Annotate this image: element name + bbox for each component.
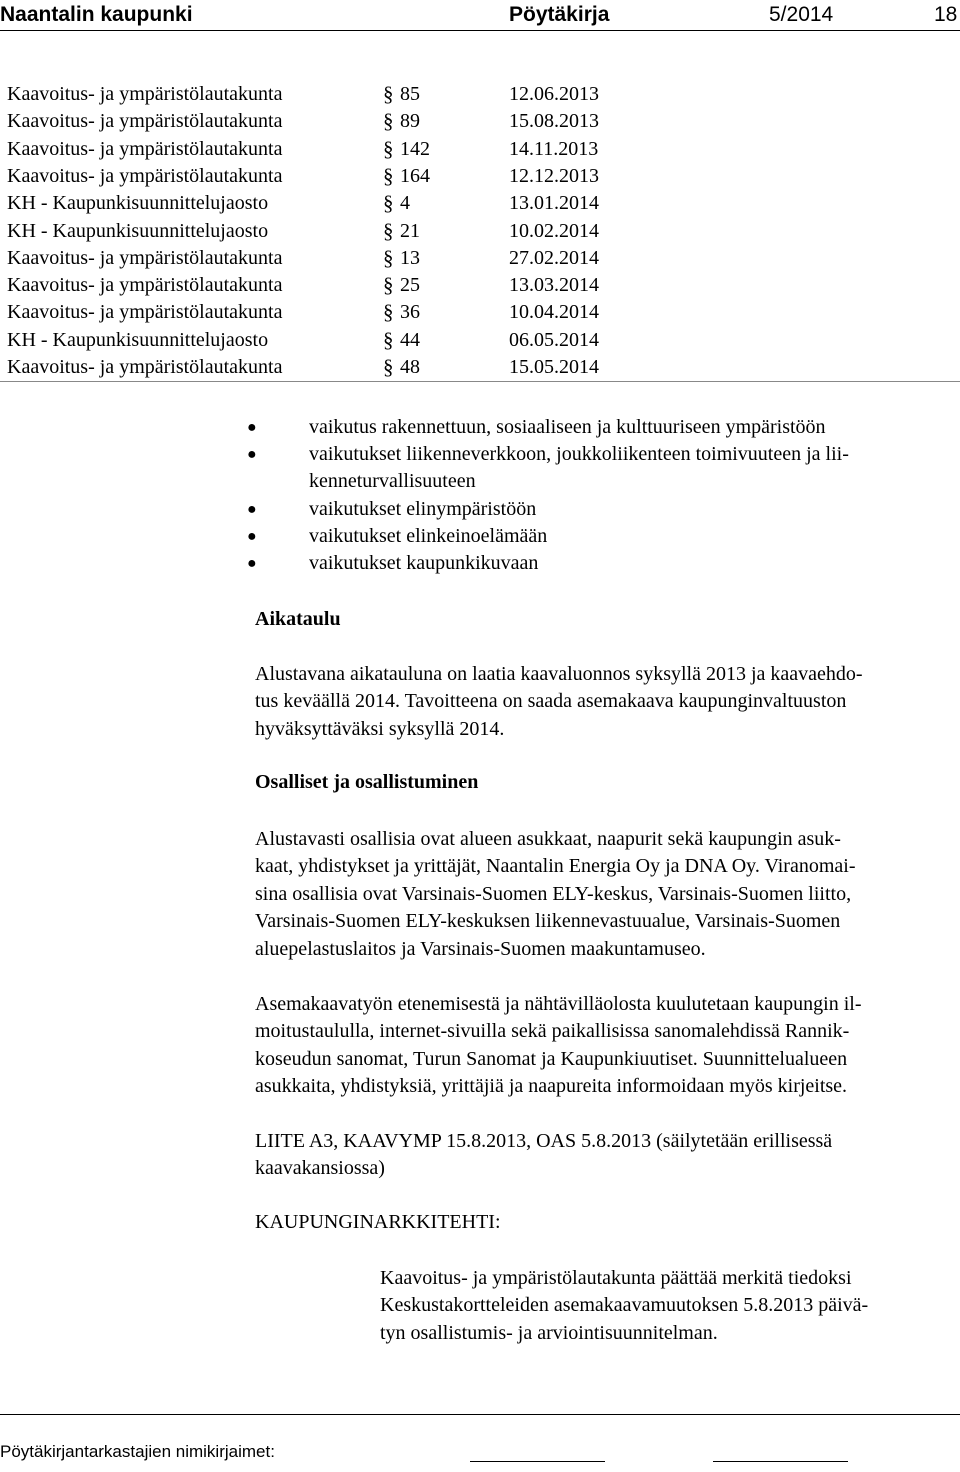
text-line: Alustavana aikatauluna on laatia kaavaluonnos syksyllä 2013 ja kaavaehdo-: [255, 663, 863, 685]
history-date: 10.02.2014: [509, 219, 599, 242]
history-body: KH - Kaupunkisuunnittelujaosto: [7, 328, 269, 351]
signature-label: Pöytäkirjantarkastajien nimikirjaimet:: [0, 1442, 275, 1461]
history-body: Kaavoitus- ja ympäristölautakunta: [7, 164, 283, 187]
history-row: [7, 218, 627, 245]
history-row: [7, 272, 627, 299]
history-date: 14.11.2013: [509, 137, 599, 160]
history-date: 15.08.2013: [509, 110, 599, 133]
section-sign: §: [383, 136, 394, 161]
history-section-number: 164: [400, 164, 430, 187]
text-line: asukkaita, yhdistyksiä, yrittäjiä ja naapureita informoidaan myös kirjeitse.: [255, 1075, 848, 1098]
history-date: 12.06.2013: [509, 83, 599, 105]
text-line: tus keväällä 2014. Tavoitteena on saada asemakaava kaupunginvaltuuston: [255, 690, 847, 713]
section-sign: §: [383, 218, 394, 243]
history-date: 10.04.2014: [509, 301, 599, 324]
schedule-heading: Aikataulu: [255, 608, 341, 630]
participants-paragraph-2: [255, 991, 861, 1101]
text-line: Asemakaavatyön etenemisestä ja nähtävilläolosta kuulutetaan kaupungin il-: [255, 993, 862, 1015]
history-row: [7, 190, 627, 217]
history-section-number: 142: [400, 137, 430, 160]
text-line: moitustaululla, internet-sivuilla sekä paikallisissa sanomalehdissä Rannik-: [255, 1020, 850, 1043]
history-date: 06.05.2014: [509, 328, 599, 351]
history-body: KH - Kaupunkisuunnittelujaosto: [7, 219, 269, 242]
text-line: aluepelastuslaitos ja Varsinais-Suomen maakuntamuseo.: [255, 937, 706, 960]
history-section-number: 4: [400, 192, 410, 215]
signature-line-2: [713, 1461, 848, 1462]
section-sign: §: [383, 327, 394, 352]
history-section-number: 36: [400, 301, 420, 324]
list-item-text: vaikutukset liikenneverkkoon, joukkoliikenteen toimivuuteen ja lii-: [309, 443, 849, 465]
section-sign: §: [383, 191, 394, 216]
text-line: hyväksyttäväksi syksyllä 2014.: [255, 717, 505, 740]
history-row: [7, 354, 627, 381]
header-issue: 5/2014: [769, 3, 834, 26]
history-body: Kaavoitus- ja ympäristölautakunta: [7, 301, 283, 324]
history-section-number: 25: [400, 274, 420, 297]
section-sign: §: [383, 109, 394, 134]
list-item-text: vaikutukset elinkeinoelämään: [309, 525, 548, 547]
history-section-number: 85: [400, 83, 420, 105]
history-date: 27.02.2014: [509, 246, 599, 269]
footer-rule: [0, 1414, 960, 1415]
text-line: Kaavoitus- ja ympäristölautakunta päättää merkitä tiedoksi: [380, 1267, 852, 1289]
text-line: Varsinais-Suomen ELY-keskuksen liikennevastuualue, Varsinais-Suomen: [255, 910, 841, 933]
bullet-icon: ●: [247, 501, 257, 518]
section-sign: §: [383, 82, 394, 106]
history-section-number: 13: [400, 246, 420, 269]
history-row: [7, 327, 627, 354]
history-body: Kaavoitus- ja ympäristölautakunta: [7, 83, 283, 105]
history-body: Kaavoitus- ja ympäristölautakunta: [7, 246, 283, 269]
bullet-icon: ●: [247, 555, 257, 572]
section-sign: §: [383, 300, 394, 325]
proposal-text: [380, 1265, 868, 1347]
text-line: Alustavasti osallisia ovat alueen asukkaat, naapurit sekä kaupungin asuk-: [255, 828, 841, 850]
history-section-number: 48: [400, 356, 420, 378]
list-item-text: kenneturvallisuuteen: [309, 470, 476, 492]
history-body: KH - Kaupunkisuunnittelujaosto: [7, 192, 269, 215]
history-body: Kaavoitus- ja ympäristölautakunta: [7, 274, 283, 297]
history-date: 12.12.2013: [509, 164, 599, 187]
header-rule: [0, 30, 960, 31]
history-row: [7, 81, 627, 108]
attachment-note: [255, 1128, 832, 1183]
bullet-icon: ●: [247, 419, 257, 436]
history-section-number: 44: [400, 328, 420, 351]
proposal-label: KAUPUNGINARKKITEHTI:: [255, 1211, 501, 1233]
participants-heading: Osalliset ja osallistuminen: [255, 771, 479, 793]
history-date: 13.03.2014: [509, 274, 599, 297]
history-body: Kaavoitus- ja ympäristölautakunta: [7, 137, 283, 160]
section-sign: §: [383, 245, 394, 270]
bullet-icon: ●: [247, 528, 257, 545]
text-line: tyn osallistumis- ja arviointisuunnitelman.: [380, 1321, 718, 1344]
history-row: [7, 136, 627, 163]
participants-paragraph-1: [255, 826, 856, 963]
list-item-text: vaikutus rakennettuun, sosiaaliseen ja kulttuuriseen ympäristöön: [309, 416, 826, 438]
header-page-number: 18: [934, 3, 958, 26]
schedule-paragraph: [255, 661, 863, 743]
history-section-number: 89: [400, 110, 420, 133]
history-row: [7, 245, 627, 272]
header-city: Naantalin kaupunki: [0, 3, 193, 26]
list-item-text: vaikutukset elinympäristöön: [309, 498, 537, 520]
text-line: kaavakansiossa): [255, 1157, 385, 1180]
history-date: 15.05.2014: [509, 356, 599, 378]
list-item-text: vaikutukset kaupunkikuvaan: [309, 552, 539, 574]
text-line: Keskustakortteleiden asemakaavamuutoksen 5.8.2013 päivä-: [380, 1294, 869, 1317]
history-row: [7, 108, 627, 135]
section-sign: §: [383, 273, 394, 298]
history-body: Kaavoitus- ja ympäristölautakunta: [7, 110, 283, 133]
history-section-number: 21: [400, 219, 420, 242]
section-sign: §: [383, 163, 394, 188]
text-line: sina osallisia ovat Varsinais-Suomen ELY-keskus, Varsinais-Suomen liitto,: [255, 882, 852, 905]
section-sign: §: [383, 355, 394, 379]
history-row: [7, 163, 627, 190]
text-line: koseudun sanomat, Turun Sanomat ja Kaupunkiuutiset. Suunnittelualueen: [255, 1047, 848, 1070]
signature-line-1: [470, 1461, 605, 1462]
history-body: Kaavoitus- ja ympäristölautakunta: [7, 356, 283, 378]
history-row: [7, 299, 627, 326]
header-doc-type: Pöytäkirja: [509, 3, 610, 26]
history-date: 13.01.2014: [509, 192, 599, 215]
text-line: LIITE A3, KAAVYMP 15.8.2013, OAS 5.8.2013 (säilytetään erillisessä: [255, 1130, 833, 1152]
history-rule: [0, 381, 960, 382]
text-line: kaat, yhdistykset ja yrittäjät, Naantalin Energia Oy ja DNA Oy. Viranomai-: [255, 855, 856, 878]
bullet-icon: ●: [247, 446, 257, 463]
